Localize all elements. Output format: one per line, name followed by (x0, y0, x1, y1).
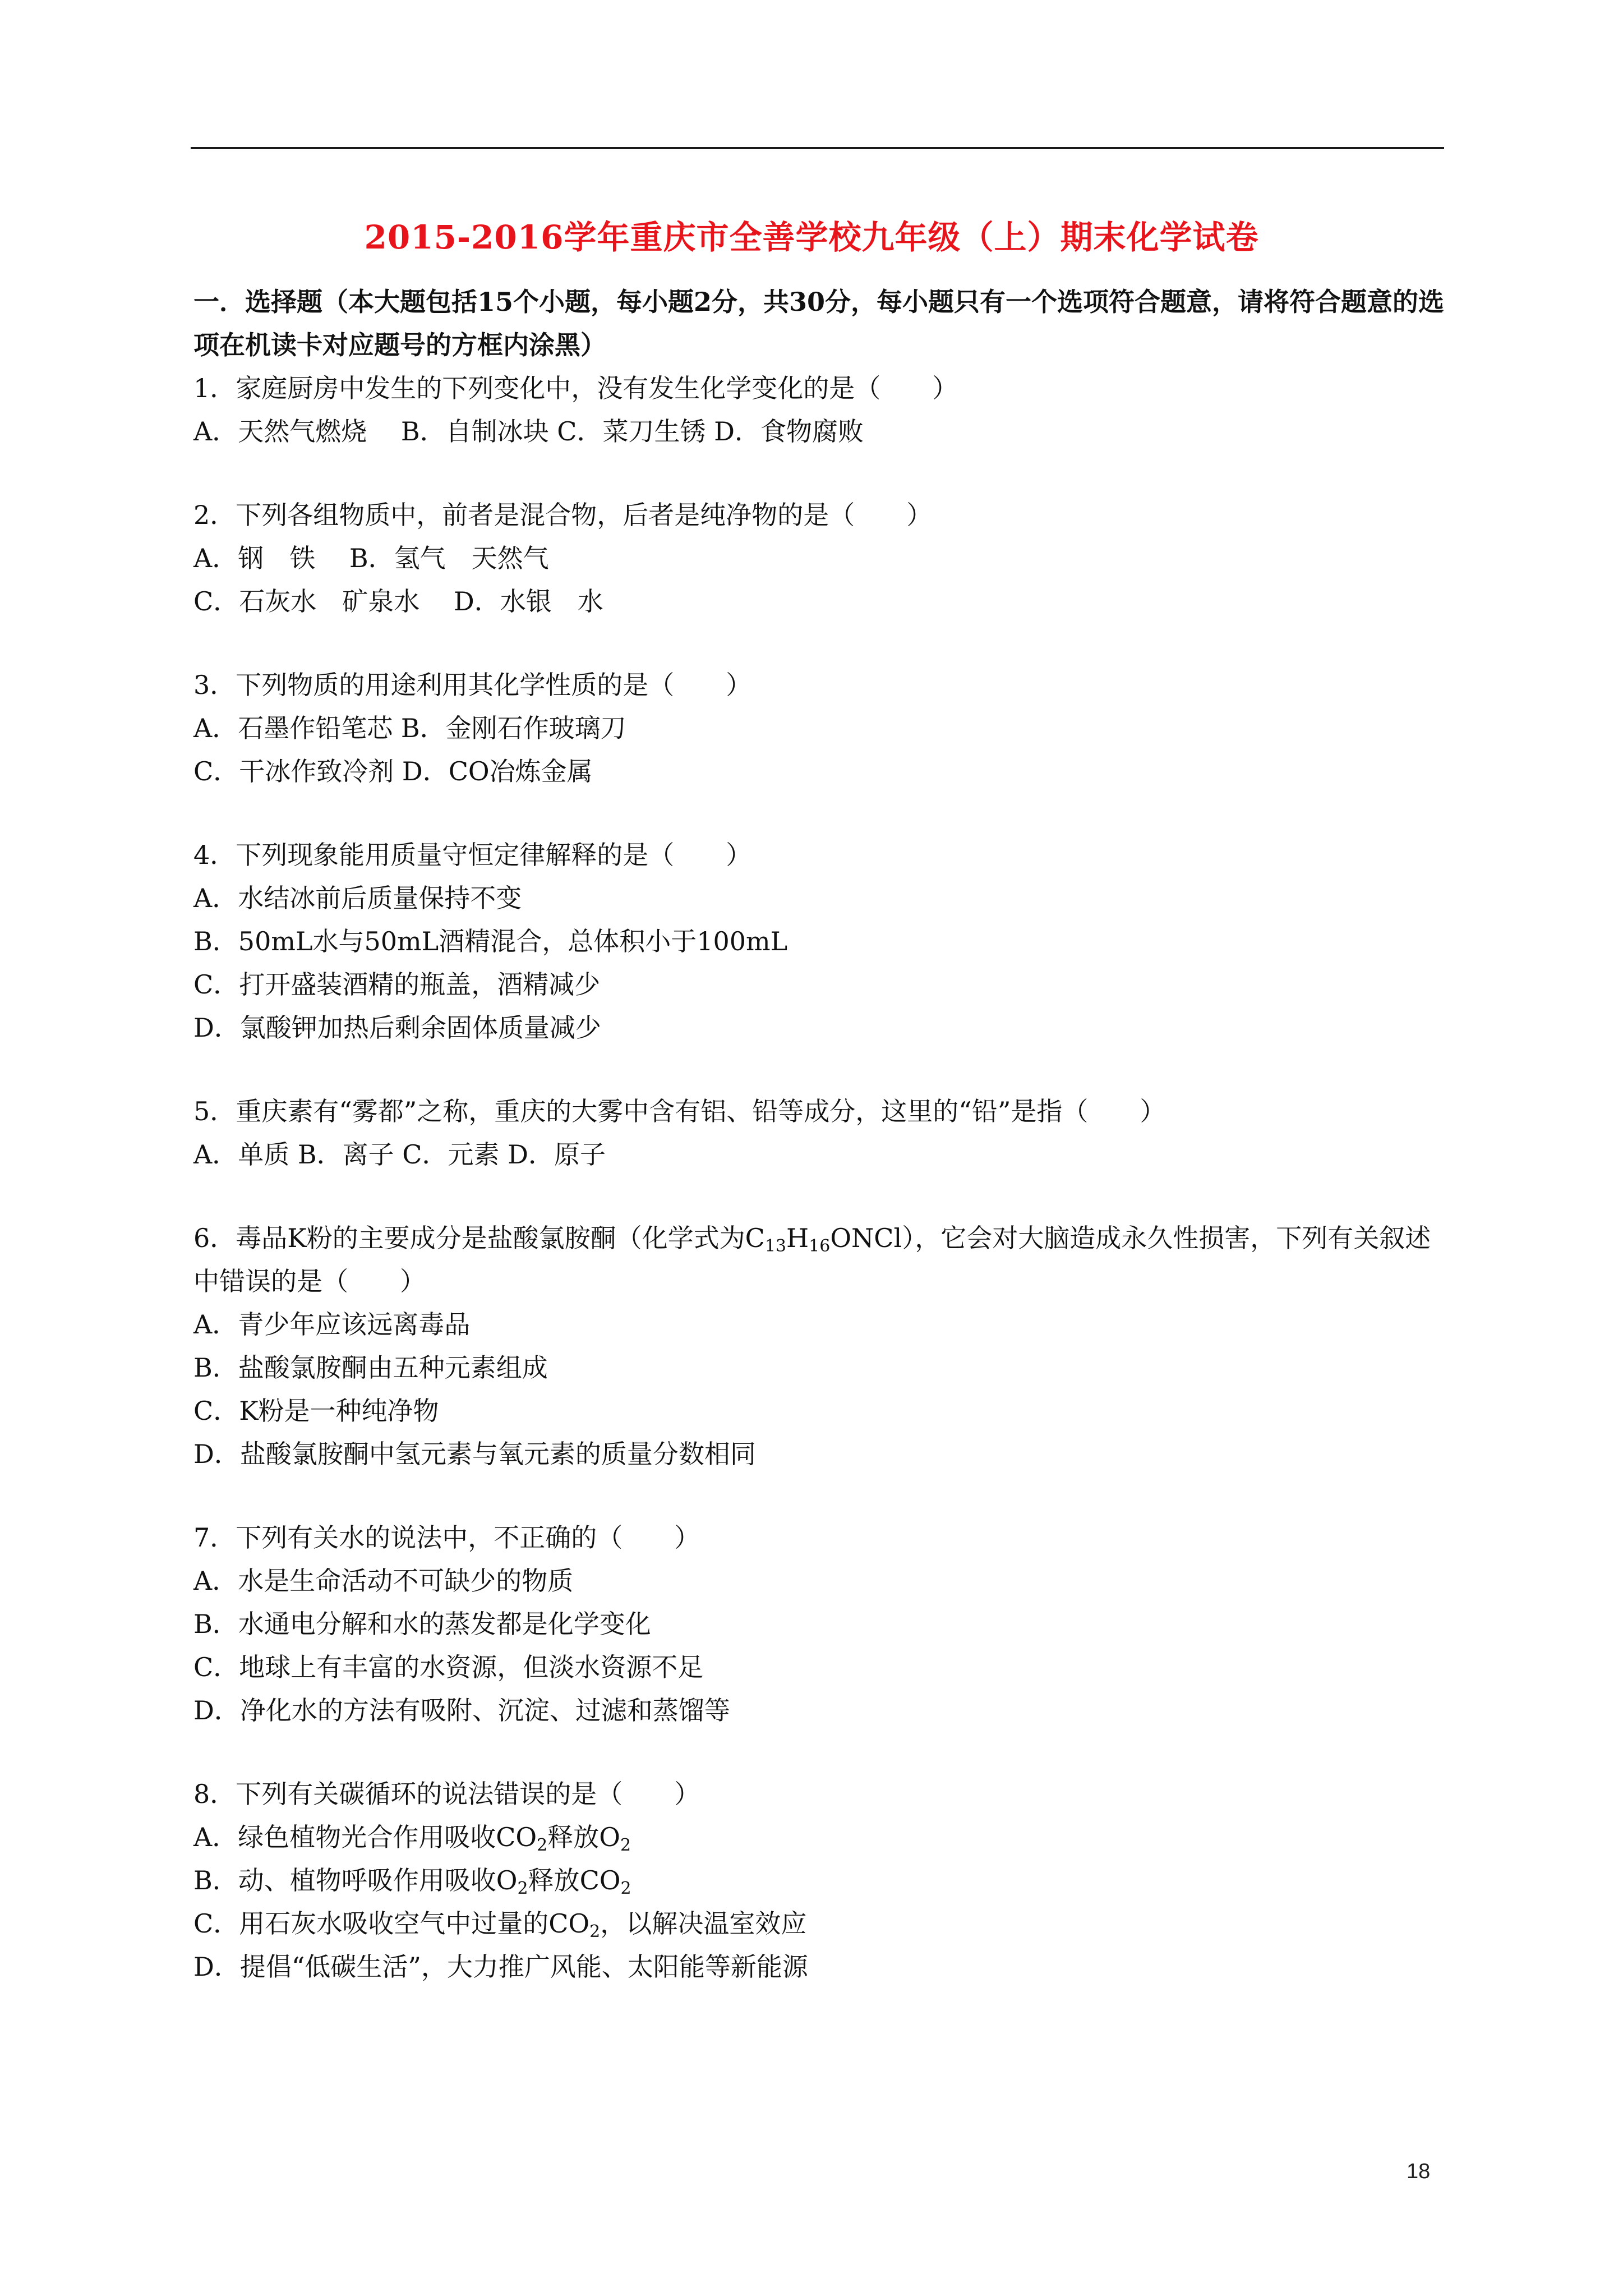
question-stem: 4．下列现象能用质量守恒定律解释的是（ ） (193, 840, 752, 870)
option-b: B．水通电分解和水的蒸发都是化学变化 (193, 1609, 651, 1639)
question-stem: 2．下列各组物质中，前者是混合物，后者是纯净物的是（ ） (193, 500, 933, 530)
option-a: A．水是生命活动不可缺少的物质 (193, 1566, 574, 1596)
question-8 (193, 1773, 1447, 1989)
option-c: C．地球上有丰富的水资源，但淡水资源不足 (193, 1652, 704, 1682)
stem-text: H (786, 1223, 809, 1253)
option-a: A．水结冰前后质量保持不变 (193, 883, 522, 913)
option-text: C．用石灰水吸收空气中过量的CO (193, 1908, 590, 1939)
option-d: D．盐酸氯胺酮中氢元素与氧元素的质量分数相同 (193, 1439, 756, 1469)
header-rule (191, 147, 1444, 149)
subscript: 16 (809, 1236, 831, 1256)
question-2 (193, 494, 1447, 623)
section-heading: 一．选择题（本大题包括15个小题，每小题2分，共30分，每小题只有一个选项符合题意，请将符合题意的选项在机读卡对应题号的方框内涂黑） (193, 287, 1445, 360)
option-a: A．青少年应该远离毒品 (193, 1309, 471, 1340)
question-3 (193, 664, 1447, 793)
question-stem: 8．下列有关碳循环的说法错误的是（ ） (193, 1779, 700, 1809)
option-d: D．净化水的方法有吸附、沉淀、过滤和蒸馏等 (193, 1695, 730, 1726)
option-d: D．提倡“低碳生活”，大力推广风能、太阳能等新能源 (193, 1952, 808, 1982)
option-b: B．盐酸氯胺酮由五种元素组成 (193, 1352, 548, 1383)
subscript: 2 (620, 1879, 631, 1898)
option-text: B．动、植物呼吸作用吸收O (193, 1865, 518, 1895)
question-stem: 7．下列有关水的说法中，不正确的（ ） (193, 1522, 700, 1553)
subscript: 2 (589, 1922, 601, 1941)
exam-content (193, 280, 1447, 1989)
option-c (193, 1902, 1447, 1945)
option-c: C．打开盛装酒精的瓶盖，酒精减少 (193, 969, 601, 1000)
question-6 (193, 1217, 1447, 1476)
option-c: C．K粉是一种纯净物 (193, 1396, 439, 1426)
option-text: 释放CO (528, 1865, 621, 1895)
question-stem: 1．家庭厨房中发生的下列变化中，没有发生化学变化的是（ ） (193, 373, 958, 403)
option-d: D．氯酸钾加热后剩余固体质量减少 (193, 1013, 601, 1043)
question-stem: 3．下列物质的用途利用其化学性质的是（ ） (193, 670, 752, 700)
option-text: A．绿色植物光合作用吸收CO (193, 1822, 537, 1852)
subscript: 2 (517, 1879, 528, 1898)
option-text: 释放O (547, 1822, 620, 1852)
question-5 (193, 1090, 1447, 1176)
option-line: A．钢 铁 B．氢气 天然气 (193, 543, 549, 573)
page-title: 2015-2016学年重庆市全善学校九年级（上）期末化学试卷 (364, 218, 1259, 256)
question-1 (193, 367, 1447, 453)
stem-text: ONCl），它会对大脑造成永久性损害，下列有关叙述中错误的是（ ） (193, 1223, 1431, 1296)
option-line: C．石灰水 矿泉水 D．水银 水 (193, 586, 603, 616)
option-a (193, 1816, 1447, 1859)
option-line: A．天然气燃烧 B．自制冰块 C．菜刀生锈 D．食物腐败 (193, 416, 864, 447)
subscript: 2 (620, 1835, 631, 1855)
option-b: B．50mL水与50mL酒精混合，总体积小于100mL (193, 926, 788, 956)
option-line: A．单质 B．离子 C．元素 D．原子 (193, 1139, 606, 1170)
subscript: 2 (537, 1835, 548, 1855)
question-stem: 5．重庆素有“雾都”之称，重庆的大雾中含有铝、铅等成分，这里的“铅”是指（ ） (193, 1096, 1166, 1126)
question-7 (193, 1516, 1447, 1732)
subscript: 13 (764, 1236, 787, 1256)
option-line: C．干冰作致冷剂 D．CO冶炼金属 (193, 756, 593, 786)
option-b (193, 1859, 1447, 1902)
question-stem (193, 1217, 1447, 1303)
stem-text: 6．毒品K粉的主要成分是盐酸氯胺酮（化学式为C (193, 1223, 765, 1253)
option-text: ，以解决温室效应 (600, 1908, 807, 1939)
question-4 (193, 834, 1447, 1050)
option-line: A．石墨作铅笔芯 B．金刚石作玻璃刀 (193, 713, 626, 743)
page-number: 18 (1407, 2160, 1431, 2183)
